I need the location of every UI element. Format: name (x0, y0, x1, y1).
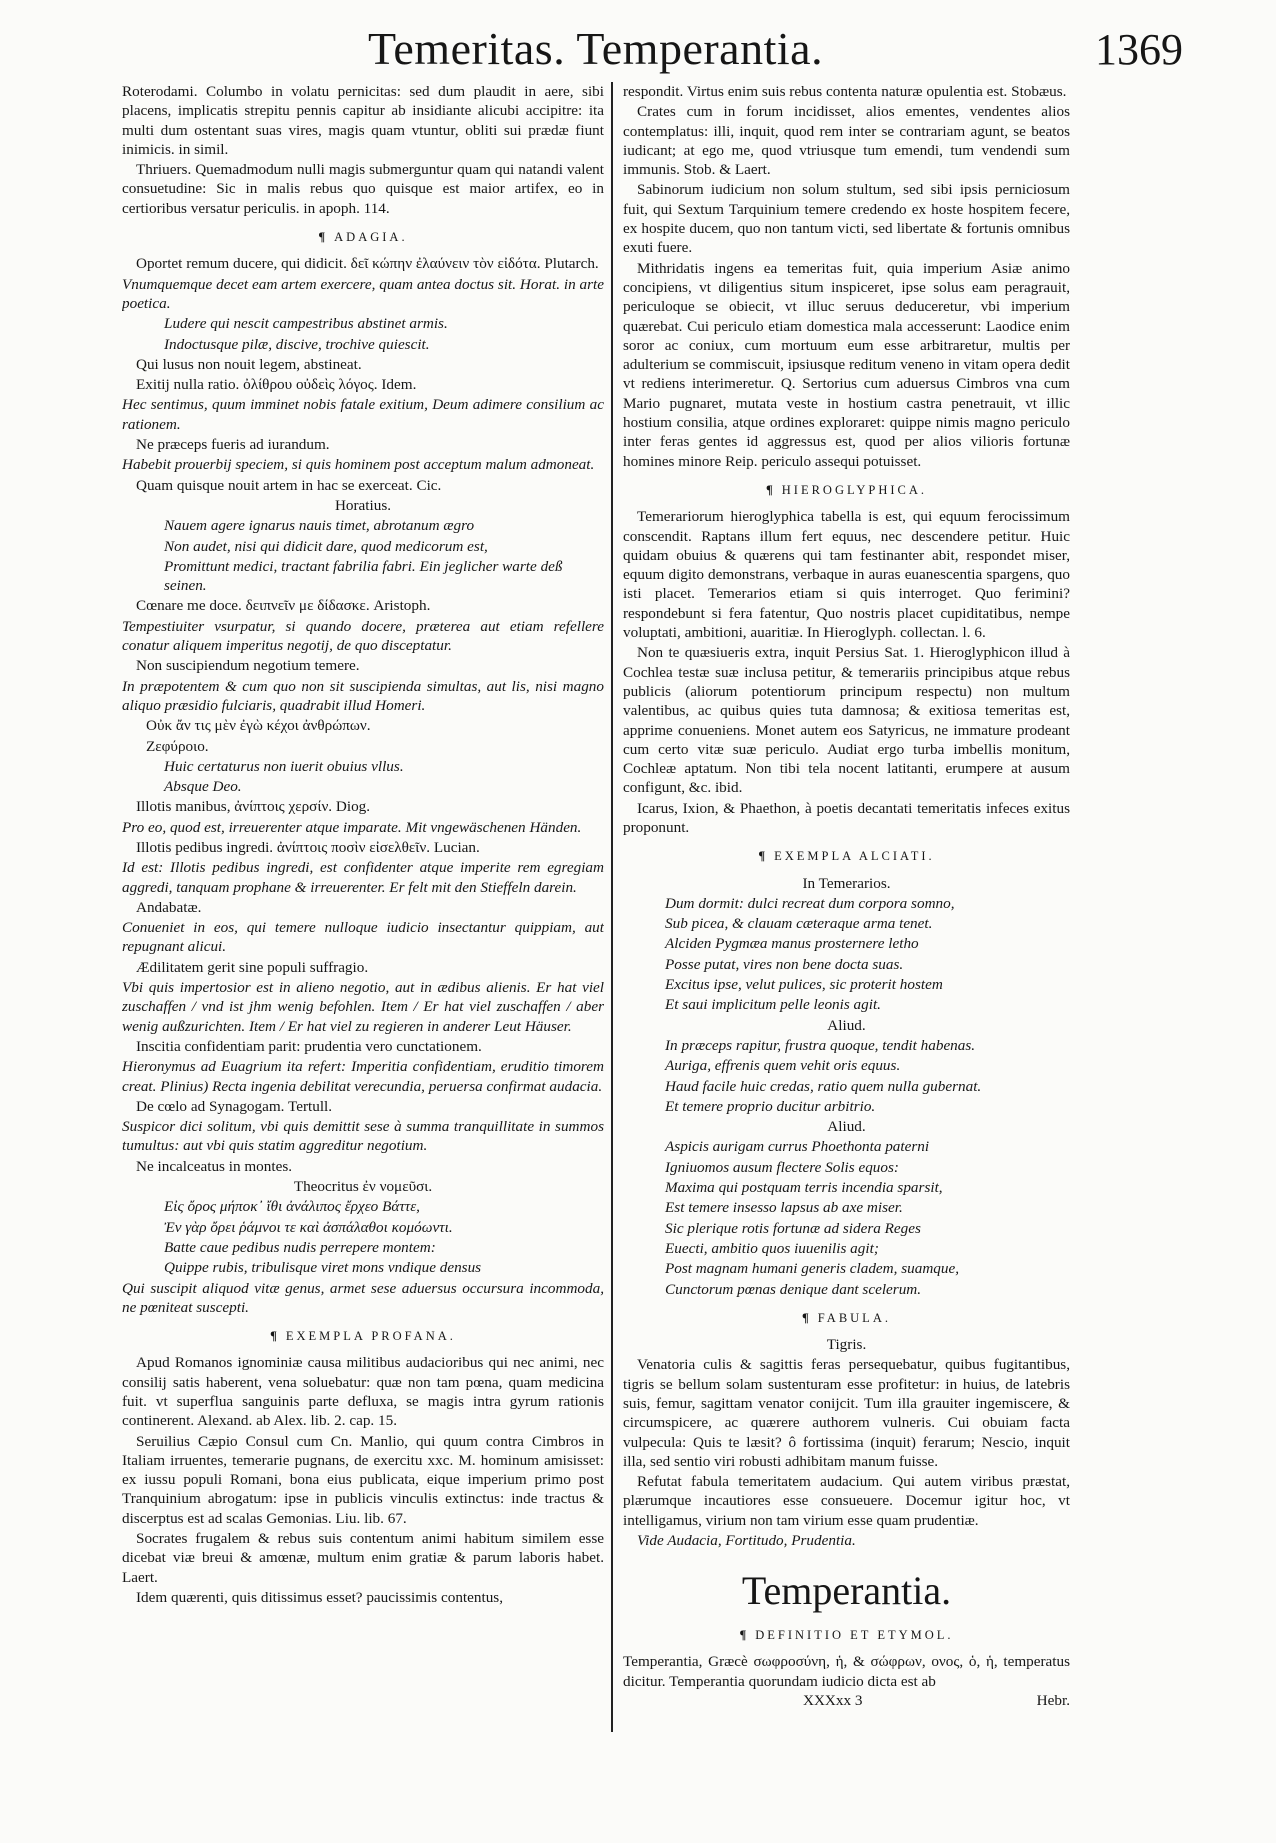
verse-line: Alciden Pygmæa manus prosternere letho (665, 935, 919, 953)
adage: Illotis pedibus ingredi. ἀνίπτοις ποσὶν εἰσελθεῖν. Lucian. (136, 838, 480, 856)
left-column (122, 82, 604, 1722)
verse-line: Et temere proprio ducitur arbitrio. (665, 1097, 876, 1115)
verse-line: Non audet, nisi qui didicit dare, quod medicorum est, (164, 537, 488, 555)
adage-note: Habebit prouerbij speciem, si quis hominem post acceptum malum admoneat. (122, 456, 595, 474)
section-heading-exempla-profana: ¶ EXEMPLA PROFANA. (270, 1329, 456, 1344)
example-paragraph: Apud Romanos ignominiæ causa militibus audacioribus qui nec animi, nec consilij satis haberent, vena soluebatur: quæ non tam pœna, quam medicina fuit. vt superflua sanguinis parte defluxa, se magis intra gyrum rationis continerent. Alexand. ab Alex. lib. 2. cap. 15. (122, 1354, 604, 1430)
greek-line: Εἰς ὄρος μήποκ᾽ ἴθι ἀνάλιπος ἔρχεο Βάττε, (164, 1198, 420, 1216)
greek-line: Ἐν γὰρ ὄρει ῥάμνοι τε καὶ ἀσπάλαθοι κομόωντι. (164, 1218, 453, 1236)
adage: Inscitia confidentiam parit: prudentia vero cunctationem. (136, 1037, 482, 1055)
verse-line: Huic certaturus non iuerit obuius vllus. (164, 757, 404, 775)
verse-line: Quippe rubis, tribulisque viret mons vndique densus (164, 1259, 482, 1277)
verse-line: Haud facile huic credas, ratio quem nulla gubernat. (665, 1077, 982, 1095)
definition-paragraph: Temperantia, Græcè σωφροσύνη, ἡ, & σώφρων, ονος, ὁ, ἡ, temperatus dicitur. Temperantia quorundam iudicio dicta est ab (623, 1653, 1070, 1690)
verse-line: Auriga, effrenis quem vehit oris equus. (665, 1057, 901, 1075)
verse-line: Ludere qui nescit campestribus abstinet armis. (164, 315, 448, 333)
paragraph: Sabinorum iudicium non solum stultum, sed sibi ipsis perniciosum fuit, qui Sextum Tarquinium temere credendo ex hoste hospitem fecere, ex hospite ducem, quo non tantum victi, sed libertate & fortunis omnibus exuti fuere. (623, 181, 1070, 257)
pilcrow-icon: ¶ (802, 1310, 812, 1325)
section-heading-hieroglyphica: ¶ HIEROGLYPHICA. (765, 482, 928, 497)
paragraph: Non te quæsiueris extra, inquit Persius Sat. 1. Hieroglyphicon illud à Cochlea testæ suæ inclusa petitur, & temerariis principibus atque rebus publicis (aliorum potentiorum principum respectu) non multum valentibus, ac quibus quies tuta damnosa; & exitiosa temeritas est, apprime conueniens. Monet autem eos Satyricus, ne immature prodeant cum certo vitæ suæ periculo. Audiat ergo turba imbellis monitum, Cochleæ aptatum. Non tibi tela nocent latitanti, erumpere at ausum configunt, &c. ibid. (623, 644, 1070, 797)
cross-reference: Vide Audacia, Fortitudo, Prudentia. (637, 1532, 856, 1550)
verse-line: Nauem agere ignarus nauis timet, abrotanum ægro (164, 517, 475, 535)
adage: Qui lusus non nouit legem, abstineat. (136, 355, 362, 373)
fable-title: Tigris. (826, 1336, 867, 1354)
poem-title: Aliud. (827, 1118, 866, 1136)
verse-line: Absque Deo. (164, 778, 242, 796)
section-heading-definitio: ¶ DEFINITIO ET ETYMOL. (739, 1628, 954, 1642)
adage: Exitij nulla ratio. ὀλίθρου οὐδεὶς λόγος. Idem. (136, 376, 417, 394)
adage-note: Qui suscipit aliquod vitæ genus, armet sese aduersus occursura incommoda, ne pœniteat suscepti. (122, 1279, 604, 1316)
pilcrow-icon: ¶ (270, 1329, 280, 1344)
adage: Illotis manibus, ἀνίπτοις χερσίν. Diog. (136, 798, 371, 816)
pilcrow-icon: ¶ (765, 482, 776, 497)
adage: Vnumquemque decet eam artem exercere, quam antea doctus sit. Horat. in arte poetica. (122, 275, 604, 312)
adage: Ædilitatem gerit sine populi suffragio. (136, 958, 369, 976)
pilcrow-icon: ¶ (758, 849, 769, 864)
verse-line: Excitus ipse, velut pulices, sic proterit hostem (665, 976, 943, 994)
verse-line: Posse putat, vires non bene docta suas. (665, 955, 904, 973)
paragraph: Temerariorum hieroglyphica tabella is est, qui equum ferocissimum conscendit. Raptans illum fert equus, nec descendere petitur. Huic quidam obuius & quærens qui tam festinanter abit, respondet miser, equum digito demonstrans, verbaque in auras euanescentia spargens, quo isti placet. Temerarios etiam si quis interroget. Quo ferimini? respondebunt si fera fatentur, Quo nostris placet cupiditatibus, nempe voluptati, ambitioni, auaritiæ. In Hieroglyph. collectan. l. 6. (623, 508, 1070, 642)
verse-line: Igniuomos ausum flectere Solis equos: (665, 1158, 899, 1176)
adage-note: Pro eo, quod est, irreuerenter atque imparate. Mit vngewäschenen Händen. (122, 818, 582, 836)
adage: Andabatæ. (136, 898, 202, 916)
paragraph: Refutat fabula temeritatem audacium. Qui autem viribus præstat, plærumque incautiores esse consueuere. Docemur igitur hoc, vt intelligamus, virium non tam virium esse quam prudentiæ. (623, 1473, 1070, 1529)
adage: Oportet remum ducere, qui didicit. δεῖ κώπην ἐλαύνειν τὸν εἰδότα. Plutarch. (136, 255, 599, 273)
verse-line: Dum dormit: dulci recreat dum corpora somno, (665, 894, 955, 912)
poem-title: In Temerarios. (802, 874, 891, 892)
example-paragraph: Idem quærenti, quis ditissimus esset? paucissimis contentus, (136, 1588, 503, 1606)
verse-line: Et saui implicitum pelle leonis agit. (665, 996, 881, 1014)
paragraph: respondit. Virtus enim suis rebus contenta naturæ opulentia est. Stobæus. (623, 83, 1067, 100)
greek-line: Οὐκ ἄν τις μὲν ἐγὼ κέχοι ἀνθρώπων. (146, 717, 371, 735)
adage: Ne præceps fueris ad iurandum. (136, 436, 330, 454)
pilcrow-icon: ¶ (318, 230, 329, 245)
section-title-temperantia: Temperantia. (741, 1568, 952, 1613)
paragraph: Mithridatis ingens ea temeritas fuit, quia imperium Asiæ animo concipiens, vt diligentius situm inspiceret, ipse solus eam peragrauit, periculoque se obiecit, vt illuc seruus deduceretur, vbi imperium quærebat. Cui periculo etiam domestica mala accesserunt: Laodice enim soror ac coniux, cum mortuum eum esse arbitraretur, multis per adulterium se commiscuit, ipsiusque reditum veneno in vitam opera dedit vt rediens interimeretur. Q. Sertorius cum aduersus Cimbros vna cum Mario pugnaret, mutata veste in hostium castra penetrauit, vt illic hostium consilia, atque ordines exploraret: quippe nimis magno periculo inter feras gentes id aggressus est, quod per alios vilioris fortunæ homines minore Reip. periculo assequi potuisset. (623, 259, 1070, 470)
adage-note: Hec sentimus, quum imminet nobis fatale exitium, Deum adimere consilium ac rationem. (122, 396, 604, 433)
verse-source: Theocritus ἐν νομεῦσι. (293, 1178, 433, 1196)
paragraph: Thriuers. Quemadmodum nulli magis submerguntur quam qui natandi valent consuetudine: Sic in malis rebus quo quisque est maior artifex, eo in certioribus versatur periculis. in apoph. 114. (122, 161, 604, 217)
verse-line: Cunctorum pœnas denique dant scelerum. (665, 1280, 922, 1298)
pilcrow-icon: ¶ (739, 1628, 750, 1642)
paragraph: Roterodami. Columbo in volatu pernicitas: sed dum plaudit in aere, sibi placens, implicatis strepitu pennis capitur ab insidiante alicubi accipitre: ita multi dum ostentant suas vires, magis quam vtuntur, obliti sui prædæ fiunt inimicis. in simil. (122, 83, 604, 158)
adage: Non suscipiendum negotium temere. (136, 657, 360, 675)
adage: Quam quisque nouit artem in hac se exerceat. Cic. (136, 476, 442, 494)
adage-note: Id est: Illotis pedibus ingredi, est confidenter atque imperite rem egregiam aggredi, tanquam prophane & irreuerenter. Er felt mit den Stieffeln darein. (122, 859, 604, 896)
adage-note: Vbi quis impertosior est in alieno negotio, aut in ædibus alienis. Er hat viel zuschaffen / vnd ist jhm wenig befohlen. Item / Er hat viel zuschaffen / aber wenig außzurichten. Item / Er hat viel zu regieren in anderer Leut Häuser. (122, 979, 604, 1035)
adage-note: Conueniet in eos, qui temere nulloque iudicio insectantur quippiam, aut repugnant alicui. (122, 919, 604, 956)
adage: De cœlo ad Synagogam. Tertull. (136, 1097, 333, 1115)
section-heading-fabula: ¶ FABULA. (802, 1310, 891, 1325)
verse-line: Maxima qui postquam terris incendia sparsit, (665, 1179, 943, 1197)
adage-note: In præpotentem & cum quo non sit suscipienda simultas, aut lis, nisi magno aliquo præsidio fulciaris, quadrabit illud Homeri. (122, 677, 604, 714)
adage: Cœnare me doce. δειπνεῖν με δίδασκε. Aristoph. (136, 597, 431, 615)
adage: Ne incalceatus in montes. (136, 1157, 293, 1175)
adage-note: Tempestiuiter vsurpatur, si quando docere, præterea aut etiam refellere conatur aliquem imperitus negotij, de quo disceptatur. (122, 617, 604, 655)
section-heading-exempla-alciati: ¶ EXEMPLA ALCIATI. (758, 849, 935, 864)
signature-mark: XXXxx 3 (803, 1691, 863, 1709)
column-divider (611, 82, 613, 1732)
example-paragraph: Seruilius Cæpio Consul cum Cn. Manlio, qui quum contra Cimbros in Italiam irruentes, temerarie pugnans, de exercitu xxc. M. hominum amisisset: ex iussu populi Romani, bona eius publicata, eique imperium primo post Tranquinium abrogatum: ipse in publicis vinculis extinctus: inde tractus & discerptus est ad scalas Gemonias. Liu. lib. 67. (122, 1432, 604, 1527)
verse-line: In præceps rapitur, frustra quoque, tendit habenas. (665, 1036, 976, 1054)
verse-line: Promittunt medici, tractant fabrilia fabri. Ein jeglicher warte deß seinen. (164, 557, 563, 595)
example-paragraph: Socrates frugalem & rebus suis contentum animi habitum similem esse dicebat viæ breui & amœnæ, multum enim gratiæ & parum laboris habet. Laert. (122, 1530, 604, 1586)
page-title: Temeritas. Temperantia. (368, 23, 824, 74)
paragraph: Crates cum in forum incidisset, alios ementes, vendentes alios contemplatus: illi, inquit, quod rem inter se contrariam agunt, se beatos iudicant; at ego me, quod vtriusque tum emendi, tum vendendi sum immunis. Stob. & Laert. (623, 103, 1070, 179)
adage-note: Suspicor dici solitum, vbi quis demittit sese à summa tranquillitate in summos tumultus: aut vbi quis statim aggreditur negotium. (122, 1118, 604, 1155)
verse-line: Est temere insesso lapsus ab axe miser. (665, 1199, 903, 1217)
section-heading-adagia: ¶ ADAGIA. (318, 230, 408, 245)
verse-line: Sub picea, & clauam cæteraque arma tenet. (665, 915, 933, 933)
catchline (623, 1691, 1070, 1710)
verse-line: Sic plerique rotis fortunæ ad sidera Reges (665, 1219, 921, 1237)
verse-line: Indoctusque pilæ, discive, trochive quiescit. (164, 335, 430, 353)
running-head (0, 18, 1276, 88)
verse-line: Aspicis aurigam currus Phoethonta paterni (665, 1138, 930, 1156)
verse-line: Post magnam humani generis cladem, suamque, (665, 1260, 960, 1278)
verse-line: Euecti, ambitio quos iuuenilis agit; (665, 1239, 879, 1257)
adage-note: Hieronymus ad Euagrium ita refert: Imperitia confidentiam, eruditio timorem creat. Plinius) Recta ingenia debilitat verecundia, peruersa confirmat audacia. (122, 1058, 604, 1095)
paragraph: Venatoria culis & sagittis feras persequebatur, quibus fugitantibus, tigris se bellum solam sustenturam esse profitetur: in huius, de latebris suis, femur, sagittam venator conijcit. Tum illa grauiter ingemiscere, & circumspicere, ac quærere authorem vulneris. Cui obuiam facta vulpecula: Quis te læsit? ô fortissima (inquit) ferarum; Nescio, inquit illa, sed sentio viri robusti adhibitam manum fuisse. (623, 1356, 1070, 1470)
verse-line: Batte caue pedibus nudis perrepere montem: (164, 1238, 436, 1256)
catchword: Hebr. (1036, 1691, 1070, 1709)
poem-title: Aliud. (827, 1016, 866, 1034)
verse-source: Horatius. (334, 496, 392, 514)
greek-line: Ζεφύροιο. (146, 737, 209, 755)
right-column (623, 82, 1070, 1552)
temperantia-section (623, 1616, 1070, 1710)
page-number: 1369 (1095, 25, 1183, 74)
paragraph: Icarus, Ixion, & Phaethon, à poetis decantati temeritatis infeces exitus proponunt. (623, 799, 1070, 836)
